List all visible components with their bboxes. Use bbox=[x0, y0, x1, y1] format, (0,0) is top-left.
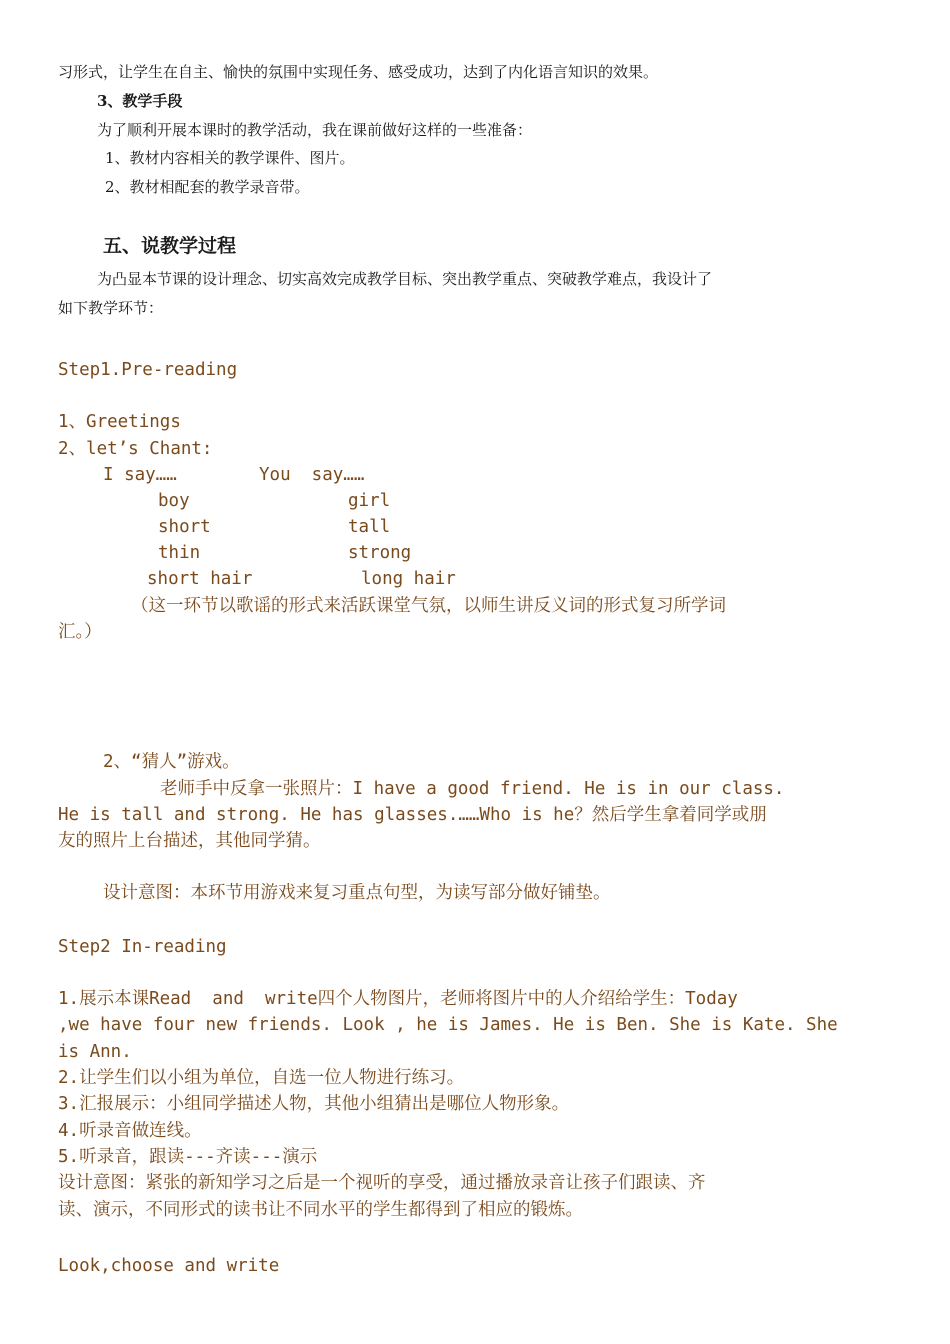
chant-word-right: long hair bbox=[361, 569, 456, 589]
process-intro-line-1: 为凸显本节课的设计理念、切实高效完成教学目标、突出教学重点、突破教学难点，我设计了 bbox=[97, 270, 713, 288]
step2-item2: 2.让学生们以小组为单位，自选一位人物进行练习。 bbox=[58, 1068, 465, 1088]
next-activity-title: Look,choose and write bbox=[58, 1256, 280, 1276]
guess-game-line-1: 老师手中反拿一张照片：I have a good friend. He is in our class. bbox=[160, 779, 785, 799]
means-item-1: 1、教材内容相关的教学课件、图片。 bbox=[105, 149, 355, 167]
heading-teaching-process: 五、说教学过程 bbox=[103, 235, 237, 257]
chant-i-say: I say…… bbox=[103, 465, 177, 485]
guess-game-line-2: He is tall and strong. He has glasses.……Who is he？然后学生拿着同学或朋 bbox=[58, 805, 767, 825]
step2-intent-line-1: 设计意图：紧张的新知学习之后是一个视听的享受，通过播放录音让孩子们跟读、齐 bbox=[58, 1173, 706, 1193]
heading-teaching-means: 3、教学手段 bbox=[97, 92, 183, 110]
step1-title: Step1.Pre-reading bbox=[58, 360, 238, 380]
step2-item4: 4.听录音做连线。 bbox=[58, 1121, 202, 1141]
step1-design-intent: 设计意图：本环节用游戏来复习重点句型，为读写部分做好铺垫。 bbox=[103, 883, 611, 903]
chant-note-line-2: 汇。） bbox=[58, 622, 102, 642]
chant-word-right: tall bbox=[348, 517, 391, 537]
means-intro: 为了顺利开展本课时的教学活动，我在课前做好这样的一些准备： bbox=[97, 121, 533, 139]
step2-item1-line-2: ,we have four new friends. Look , he is James. He is Ben. She is Kate. She bbox=[58, 1015, 838, 1035]
chant-word-left: short hair bbox=[147, 569, 253, 589]
chant-note-line-1: （这一环节以歌谣的形式来活跃课堂气氛，以师生讲反义词的形式复习所学词 bbox=[131, 596, 726, 616]
chant-word-left: thin bbox=[158, 543, 201, 563]
chant-you-say: You say…… bbox=[259, 465, 365, 485]
step2-item3: 3.汇报展示：小组同学描述人物，其他小组猜出是哪位人物形象。 bbox=[58, 1094, 570, 1114]
process-intro-line-2: 如下教学环节： bbox=[58, 299, 164, 317]
chant-word-right: girl bbox=[348, 491, 391, 511]
step1-greetings: 1、Greetings bbox=[58, 412, 181, 432]
step2-intent-line-2: 读、演示，不同形式的读书让不同水平的学生都得到了相应的锻炼。 bbox=[58, 1200, 583, 1220]
chant-word-left: boy bbox=[158, 491, 190, 511]
step2-item1-line-1: 1.展示本课Read and write四个人物图片，老师将图片中的人介绍给学生：Today bbox=[58, 989, 738, 1009]
step1-chant: 2、let’s Chant: bbox=[58, 439, 213, 459]
means-item-2: 2、教材相配套的教学录音带。 bbox=[105, 178, 310, 196]
guess-game-title: 2、“猜人”游戏。 bbox=[103, 752, 240, 772]
step2-item5: 5.听录音，跟读---齐读---演示 bbox=[58, 1147, 318, 1167]
guess-game-line-3: 友的照片上台描述，其他同学猜。 bbox=[58, 831, 321, 851]
chant-word-right: strong bbox=[348, 543, 412, 563]
step2-title: Step2 In-reading bbox=[58, 937, 227, 957]
continuation-line: 习形式，让学生在自主、愉快的氛围中实现任务、感受成功，达到了内化语言知识的效果。 bbox=[58, 63, 659, 81]
step2-item1-line-3: is Ann. bbox=[58, 1042, 132, 1062]
chant-word-left: short bbox=[158, 517, 211, 537]
